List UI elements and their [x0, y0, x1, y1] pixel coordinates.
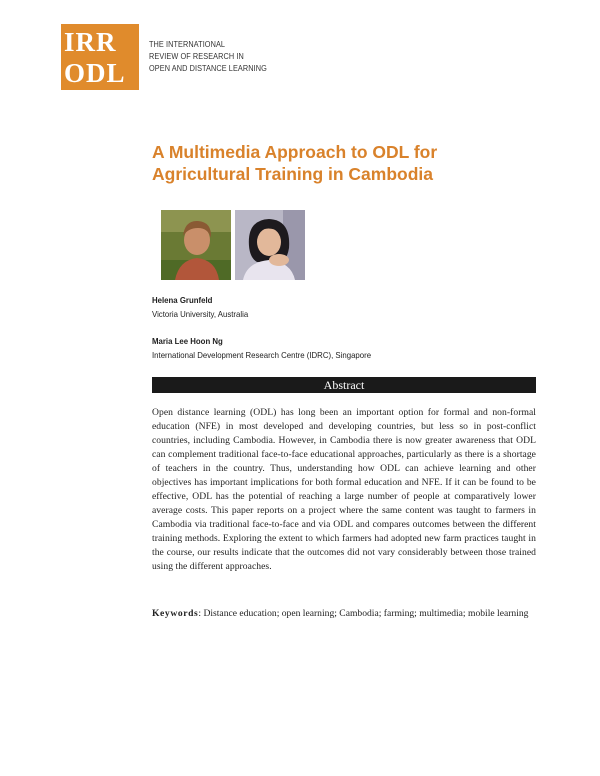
author-block-1 — [152, 294, 248, 320]
journal-name-line2: REVIEW OF RESEARCH IN — [149, 51, 244, 61]
journal-logo — [61, 24, 139, 90]
abstract-heading: Abstract — [152, 377, 536, 393]
author-photo-ng — [235, 210, 305, 280]
article-title-line2: Agricultural Training in Cambodia — [152, 164, 433, 184]
author-name: Maria Lee Hoon Ng — [152, 336, 223, 346]
logo-text-bottom: ODL — [64, 58, 126, 88]
article-title-line1: A Multimedia Approach to ODL for — [152, 142, 438, 162]
author-name: Helena Grunfeld — [152, 295, 213, 305]
abstract-body: Open distance learning (ODL) has long been an important option for formal and non-formal education (NFE) in most developed and developing countries, but less so in post-conflict countries, including Cambodia. However, in Cambodia there is now greater awareness that ODL can complement traditional face-to-face educational approaches, particularly as there is a shortage of teachers in the country. Thus, understanding how ODL can achieve learning and other objectives has important implications for both formal education and NFE. If it can be found to be effective, ODL has the potential of reaching a large number of people at comparatively lower average costs. This paper reports on a project where the same content was taught to farmers in Cambodia via traditional face-to-face and via ODL and compares outcomes between the different training methods. Exploring the extent to which farmers had adopted new farm practices taught in the course, our results indicate that the outcomes did not vary considerably between those trained using the different approaches. — [152, 407, 536, 572]
journal-name — [149, 38, 267, 74]
journal-name-line3: OPEN AND DISTANCE LEARNING — [149, 63, 267, 73]
article-title — [152, 141, 532, 185]
keywords — [152, 607, 536, 621]
author-photo-grunfeld — [161, 210, 231, 280]
journal-name-line1: THE INTERNATIONAL — [149, 39, 226, 49]
keywords-label: Keywords — [152, 608, 199, 619]
author-block-2 — [152, 335, 371, 361]
logo-text-top: IRR — [64, 27, 117, 57]
author-affiliation: International Development Research Centre (IDRC), Singapore — [152, 350, 372, 360]
author-affiliation: Victoria University, Australia — [152, 309, 249, 319]
keywords-list: : Distance education; open learning; Cambodia; farming; multimedia; mobile learning — [198, 608, 529, 619]
